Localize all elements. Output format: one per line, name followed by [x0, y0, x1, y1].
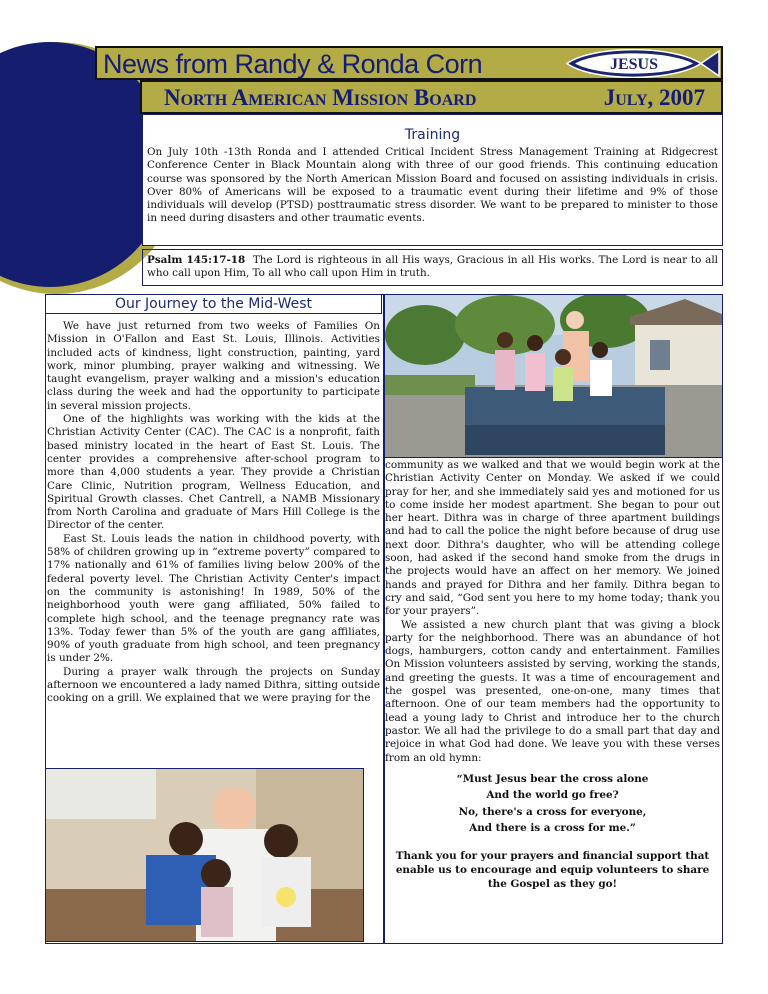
training-section — [142, 114, 723, 246]
journey-paragraph: We assisted a new church plant that was giving a block party for the neighborhood. There was an abundance of hot dogs, hamburgers, cotton candy and entertainment. Families On Mission volunteers assisted by serving, working the stands, and greeting the guests. It was a time of encouragement and the gospel was presented, one-on-one, many times that afternoon. One of our team members had the opportunity to lead a young lady to Christ and introduce her to the church pastor. We all had the privilege to do a small part that day and rejoice in what God had done. We leave you with these verses from an old hymn: — [385, 618, 720, 764]
journey-heading-box — [45, 294, 382, 314]
journey-paragraph: During a prayer walk through the projects on Sunday afternoon we encountered a lady named Dithra, sitting outside cooking on a grill. We explained that we were praying for the — [47, 665, 380, 705]
hymn-line: And the world go free? — [486, 789, 619, 802]
organization-bar — [140, 80, 723, 114]
psalm-box — [142, 249, 723, 286]
journey-paragraph: community as we walked and that we would begin work at the Christian Activity Center on Monday. We asked if we could pray for her, and she immediately said yes and motioned for us to come inside her modest apartment. She began to pour out her heart. Dithra was in charge of three apartment buildings and had to call the police the night before because of drug use next door. Dithra's daughter, who will be attending college soon, had asked if the second hand smoke from the drugs in the projects would have an affect on her memory. We joined hands and prayed for Dithra and her family. Dithra began to cry and said, “God sent you here to my home today; thank you for your prayers”. — [385, 459, 720, 618]
journey-left-column — [47, 320, 380, 706]
logo-text: JESUS — [609, 56, 659, 73]
issue-date: July, 2007 — [603, 85, 705, 110]
journey-right-column — [385, 459, 720, 891]
journey-paragraph: We have just returned from two weeks of Families On Mission in O'Fallon and East St. Louis, Illinois. Activities included acts of kindness, light construction, painting, yard work, minor plumbing, prayer walking and witnessing. We taught evangelism, prayer walking and a mission's education class during the week and had the opportunity to participate in several mission projects. — [47, 320, 380, 412]
newsletter-title: News from Randy & Ronda Corn — [103, 49, 483, 79]
hymn-line: “Must Jesus bear the cross alone — [456, 772, 649, 785]
journey-paragraph: One of the highlights was working with the kids at the Christian Activity Center (CAC). The CAC is a nonprofit, faith based ministry located in the heart of East St. Louis. The center provides a comprehensive after-school program to more than 4,000 students a year. They provide a Christian Care Clinic, Nutrition program, Wellness Education, and Spiritual Growth classes. Chet Cantrell, a NAMB Missionary from North Carolina and graduate of Mars Hill College is the Director of the center. — [47, 413, 380, 532]
hymn-line: No, there's a cross for everyone, — [458, 805, 647, 818]
training-heading: Training — [404, 127, 461, 143]
jesus-fish-logo — [563, 49, 721, 78]
photo-man-with-children — [45, 768, 364, 942]
journey-paragraph: East St. Louis leads the nation in childhood poverty, with 58% of children growing up in “extreme poverty” compared to 17% nationally and 61% of families living below 200% of the federal poverty level. The Christian Activity Center's impact on the community is astonishing! In 1989, 50% of the neighborhood youth were gang affiliated, 50% failed to complete high school, and the teenage pregnancy rate was 13%. Today fewer than 5% of the youth are gang affiliates, 90% of youth graduate from high school, and teen pregnancy is under 2%. — [47, 532, 380, 665]
photo-kids-on-truck — [384, 294, 723, 458]
thank-you-note: Thank you for your prayers and financial support that enable us to encourage and equip volunteers to share the Gospel as they go! — [395, 849, 710, 890]
organization-name: North American Mission Board — [164, 85, 477, 110]
psalm-reference: Psalm 145:17-18 — [147, 254, 246, 266]
hymn-verse — [385, 771, 720, 837]
hymn-line: And there is a cross for me.” — [469, 822, 636, 835]
psalm-text: The Lord is righteous in all His ways, Gracious in all His works. The Lord is near to all who call upon Him, To all who call upon Him in truth. — [147, 254, 718, 280]
journey-heading: Our Journey to the Mid-West — [114, 296, 313, 312]
training-body: On July 10th -13th Ronda and I attended Critical Incident Stress Management Training at Ridgecrest Conference Center in Black Mountain along with three of our good friends. This continuing education course was sponsored by the North American Mission Board and focused on assisting individuals in crisis. Over 80% of Americans will be exposed to a traumatic event during their lifetime and 9% of those individuals will develop (PTSD) posttraumatic stress disorder. We want to be prepared to minister to those in need during disasters and other traumatic events. — [147, 146, 718, 225]
